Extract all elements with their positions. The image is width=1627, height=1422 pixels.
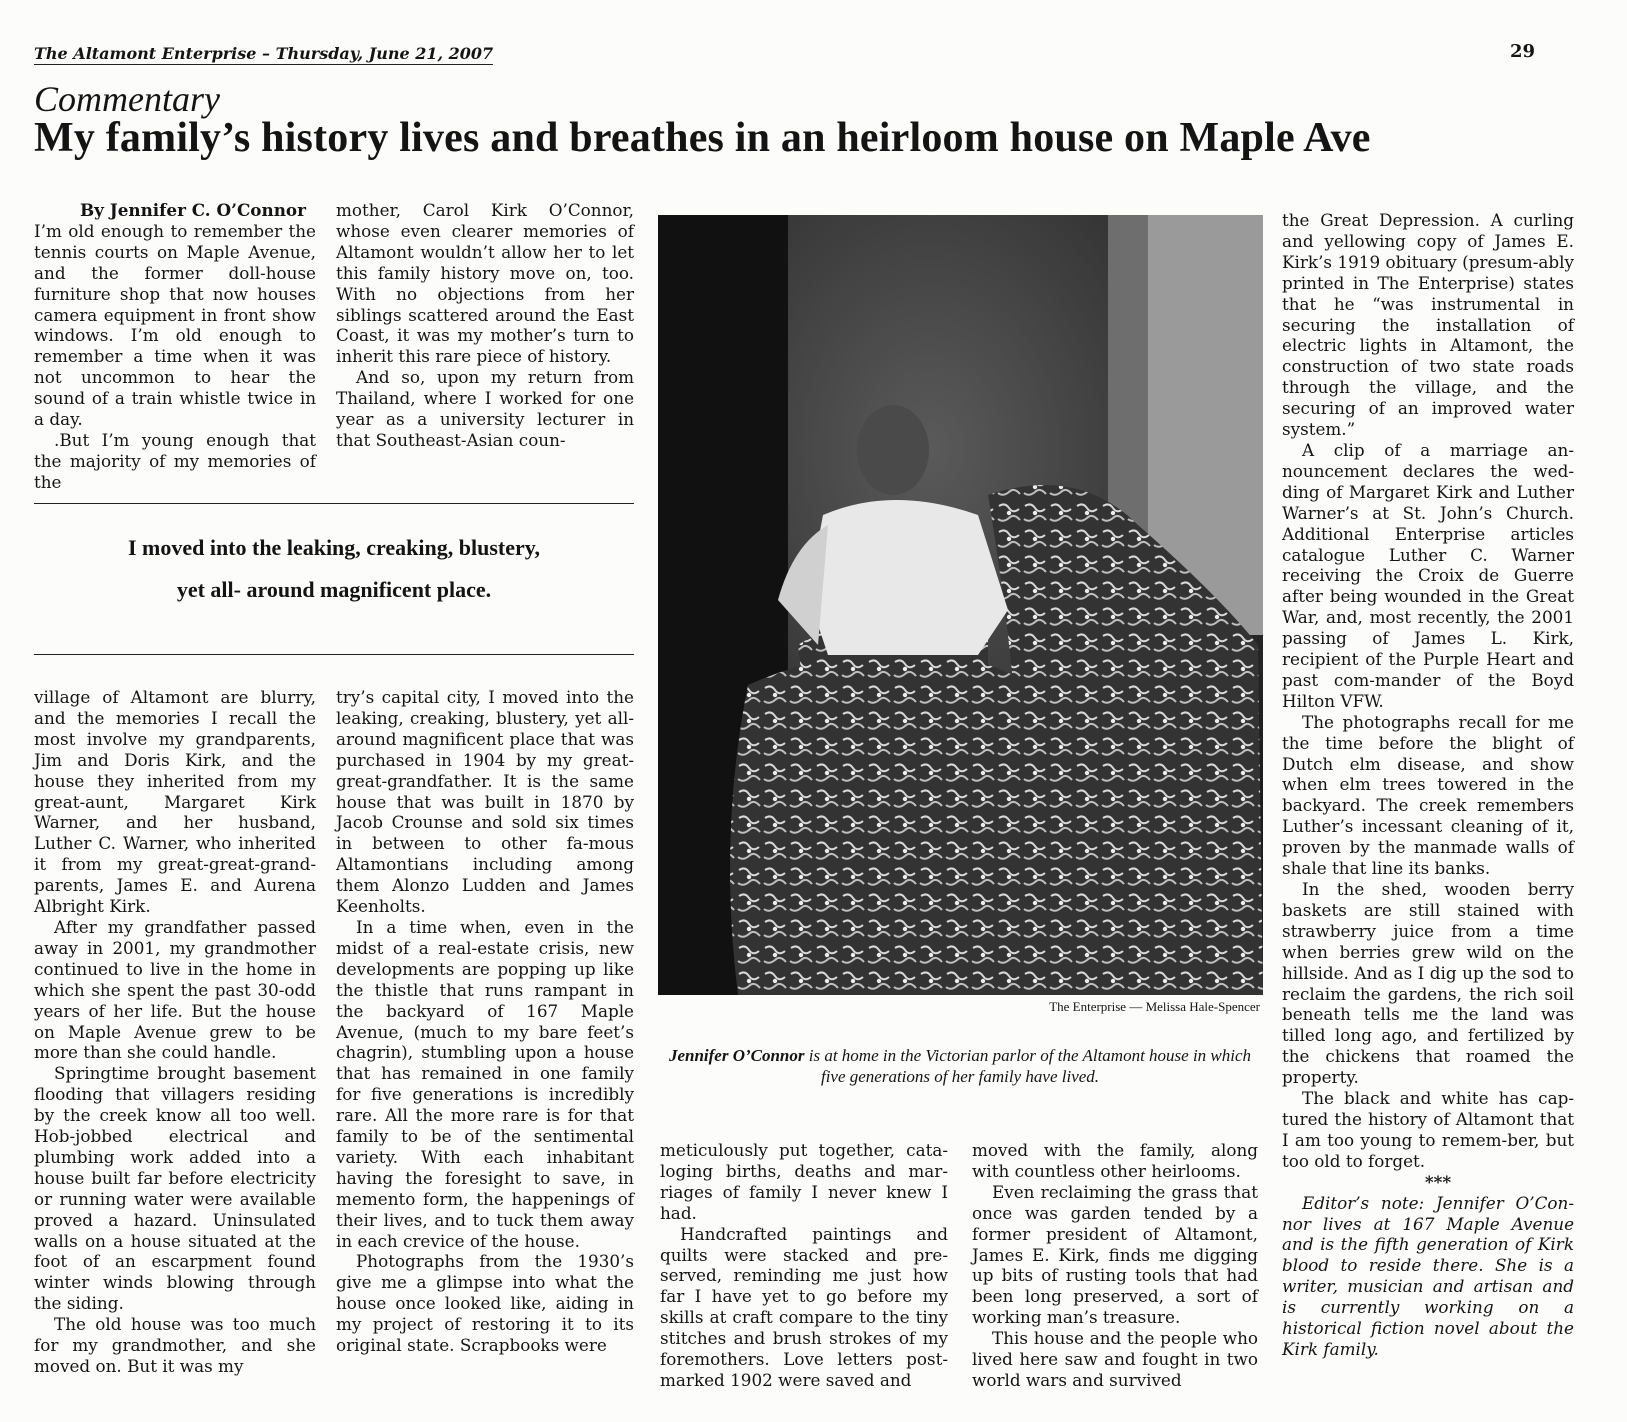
caption-name: Jennifer O’Connor <box>668 1046 805 1065</box>
photo-illustration <box>658 215 1263 995</box>
pull-quote-rule-bottom <box>34 654 634 655</box>
column-1-bottom <box>34 687 316 1377</box>
photo-jennifer-oconnor-parlor <box>658 215 1263 995</box>
paragraph: meticulously put together, cata-loging births, deaths and mar-riages of family I never knew I had. <box>660 1140 948 1223</box>
paragraph: After my grandfather passed away in 2001, my grandmother continued to live in the home in which she spent the past 30-odd years of her life. But the house on Maple Avenue grew to be more than she could handle. <box>34 916 316 1063</box>
column-2-top <box>336 200 634 451</box>
column-5 <box>1282 210 1574 1360</box>
paragraph: try’s capital city, I moved into the leaking, creaking, blustery, yet all-around magnificent place that was purchased in 1904 by my great-great-grandfather. It is the same house that was built in 1870 by Jacob Crounse and sold six times in between to other fa-mous Altamontians including among them Alonzo Ludden and James Keenholts. <box>336 687 634 917</box>
photo-credit: The Enterprise — Melissa Hale-Spencer <box>1049 999 1260 1014</box>
paragraph: In the shed, wooden berry baskets are still stained with strawberry juice from a time when berries grew wild on the hillside. And as I dig up the sod to reclaim the gardens, the rich soil beneath tells me the land was tilled long ago, and fertilized by the chickens that roamed the property. <box>1282 879 1574 1088</box>
paragraph: the Great Depression. A curling and yellowing copy of James E. Kirk’s 1919 obituary (presum-ably printed in The Enterprise) states that he “was instrumental in securing the installation of electric lights in Altamont, the construction of two state roads through the village, and the securing of an improved water system.” <box>1282 210 1574 440</box>
paragraph: I’m old enough to remember the tennis courts on Maple Avenue, and the former doll-house furniture shop that now houses camera equipment in front show windows. I’m old enough to remember a time when it was not uncommon to hear the sound of a train whistle twice in a day. <box>34 220 316 430</box>
photo-caption <box>660 1045 1260 1087</box>
column-2-bottom <box>336 687 634 1356</box>
paragraph: In a time when, even in the midst of a real-estate crisis, new developments are popping up like the thistle that runs rampant in the backyard of 167 Maple Avenue, (much to my bare feet’s chagrin), stumbling upon a house that has remained in one family for five generations is incredibly rare. All the more rare is for that family to be of the sentimental variety. With each inhabitant having the foresight to save, in memento form, the happenings of their lives, and to tuck them away in each crevice of the house. <box>336 916 634 1251</box>
column-4-bottom <box>972 1140 1258 1391</box>
paragraph: Handcrafted paintings and quilts were stacked and pre-served, reminding me just how far I have yet to go before my skills at craft compare to the tiny stitches and brush strokes of my foremothers. Love letters post-marked 1902 were saved and <box>660 1223 948 1390</box>
paragraph: The old house was too much for my grandmother, and she moved on. But it was my <box>34 1314 316 1376</box>
section-kicker: Commentary <box>34 79 220 119</box>
page-number: 29 <box>1510 41 1536 62</box>
paragraph: The black and white has cap-tured the history of Altamont that I am too young to remem-ber, but too old to forget. <box>1282 1088 1574 1171</box>
editors-note: Editor’s note: Jennifer O’Con-nor lives at 167 Maple Avenue and is the fifth generation of Kirk blood to reside there. She is a writer, musician and artisan and is currently working on a historical fiction novel about the Kirk family. <box>1282 1192 1574 1359</box>
paragraph: mother, Carol Kirk O’Connor, whose even clearer memories of Altamont wouldn’t allow her to let this family history move on, too. With no objections from her siblings scattered around the East Coast, it was my mother’s turn to inherit this rare piece of history. <box>336 200 634 367</box>
pull-quote-line: I moved into the leaking, creaking, blustery, <box>127 535 541 560</box>
caption-text: is at home in the Victorian parlor of the Altamont house in which five generations of her family have lived. <box>804 1046 1252 1086</box>
headline: My family’s history lives and breathes in an heirloom house on Maple Ave <box>34 115 1371 161</box>
publication-line: The Altamont Enterprise – Thursday, June 21, 2007 <box>34 44 494 63</box>
paragraph: Photographs from the 1930’s give me a glimpse into what the house once looked like, aiding in my project of restoring it to its original state. Scrapbooks were <box>336 1251 634 1356</box>
column-1-top <box>34 200 316 493</box>
paragraph: village of Altamont are blurry, and the memories I recall the most involve my grandparents, Jim and Doris Kirk, and the house they inherited from my great-aunt, Margaret Kirk Warner, and her husband, Luther C. Warner, who inherited it from my great-great-grand-parents, James E. and Aurena Albright Kirk. <box>34 687 316 917</box>
pull-quote <box>34 527 634 611</box>
paragraph: Springtime brought basement flooding that villagers residing by the creek know all too well. Hob-jobbed electrical and plumbing work added into a house built far before electricity or running water were available proved a hazard. Uninsulated walls on a house situated at the foot of an escarpment found winter winds blowing through the siding. <box>34 1063 316 1314</box>
byline: By Jennifer C. O’Connor <box>80 200 306 220</box>
paragraph: This house and the people who lived here saw and fought in two world wars and survived <box>972 1328 1258 1390</box>
separator-stars: *** <box>1424 1171 1452 1192</box>
column-3-bottom <box>660 1140 948 1391</box>
paragraph: Even reclaiming the grass that once was garden tended by a former president of Altamont, James E. Kirk, finds me digging up bits of rusting tools that had been long preserved, a sort of working man’s treasure. <box>972 1181 1258 1328</box>
pull-quote-line: yet all- around magnificent place. <box>176 577 492 602</box>
paragraph: And so, upon my return from Thailand, where I worked for one year as a university lecturer in that Southeast-Asian coun- <box>336 367 634 450</box>
paragraph: The photographs recall for me the time before the blight of Dutch elm disease, and show when elm trees towered in the backyard. The creek remembers Luther’s incessant cleaning of it, proven by the manmade walls of shale that line its banks. <box>1282 711 1574 879</box>
paragraph: A clip of a marriage an-nouncement declares the wed-ding of Margaret Kirk and Luther Warner’s at St. John’s Church. Additional Enterprise articles catalogue Luther C. Warner receiving the Croix de Guerre after being wounded in the Great War, and, most recently, the 2001 passing of James L. Kirk, recipient of the Purple Heart and past com-mander of the Boyd Hilton VFW. <box>1282 439 1574 711</box>
pull-quote-rule-top <box>34 503 634 504</box>
paragraph: moved with the family, along with countless other heirlooms. <box>972 1140 1258 1181</box>
paragraph: .But I’m young enough that the majority of my memories of the <box>34 429 316 492</box>
